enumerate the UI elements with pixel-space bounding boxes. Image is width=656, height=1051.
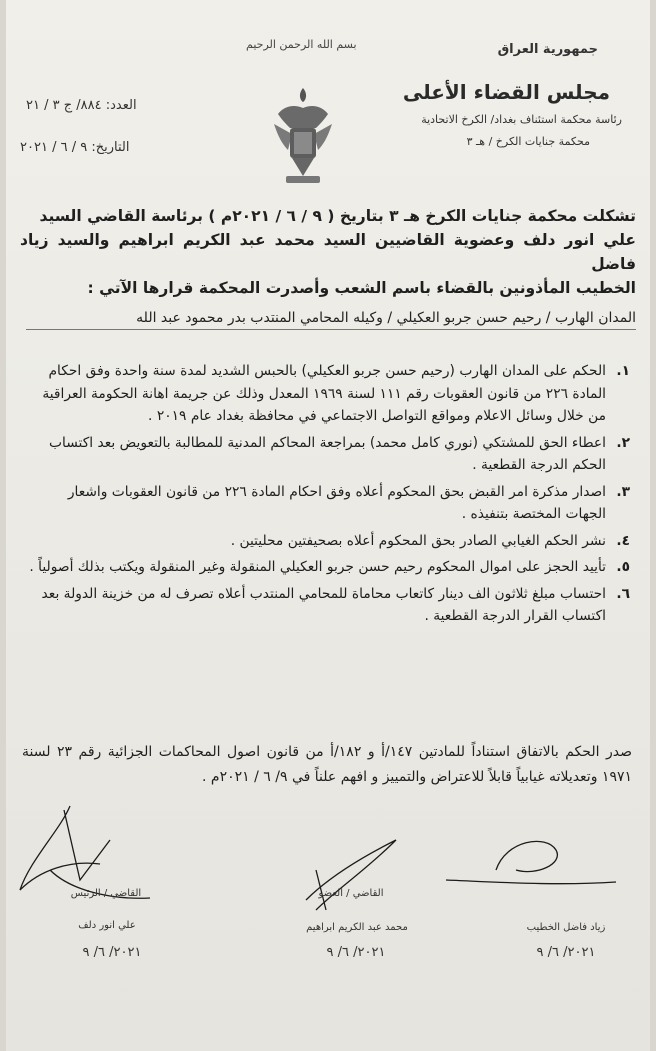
item-number: ٢. xyxy=(616,434,630,451)
basmala: بسم الله الرحمن الرحيم xyxy=(246,38,357,51)
item-number: ٣. xyxy=(616,483,630,500)
case-subject-line: المدان الهارب / رحيم حسن جربو العكيلي / وكيله المحامي المنتدب بدر محمود عبد الله xyxy=(26,310,636,330)
signature-name: محمد عبد الكريم ابراهيم xyxy=(306,922,408,933)
signature-date: ٢٠٢١/ ٦/ ٩ xyxy=(536,945,596,960)
paragraph-line: الخطيب المأذونين بالقضاء باسم الشعب وأصدرت المحكمة قرارها الآتي : xyxy=(87,279,636,297)
item-number: ٤. xyxy=(616,532,630,549)
item-text: تأييد الحجز على اموال المحكوم رحيم حسن جربو العكيلي المنقولة وغير المنقولة ويكتب بذلك أصولياً . xyxy=(29,559,606,575)
court-line: محكمة جنايات الكرخ / هـ ٣ xyxy=(466,135,590,148)
item-text: اعطاء الحق للمشتكي (نوري كامل محمد) بمراجعة المحاكم المدنية للمطالبة بالتعويض بعد اكتساب الحكم الدرجة القطعية . xyxy=(49,434,606,473)
signature-role: القاضي / العضو xyxy=(318,888,384,899)
signature-scribble-icon xyxy=(296,830,416,920)
verdict-items-list xyxy=(28,360,630,632)
court-decision-document xyxy=(6,0,650,1051)
list-item xyxy=(28,432,630,477)
item-number: ١. xyxy=(616,363,630,379)
list-item xyxy=(28,556,630,579)
list-item xyxy=(28,530,630,553)
list-item xyxy=(28,360,630,428)
document-date: التاريخ: ٩ / ٦ / ٢٠٢١ xyxy=(20,140,130,155)
paragraph-line: علي انور دلف وعضوية القاضيين السيد محمد عبد الكريم ابراهيم والسيد زياد فاضل xyxy=(20,231,636,273)
court-formation-paragraph xyxy=(20,204,636,300)
country-name: جمهورية العراق xyxy=(497,42,598,57)
signature-name: زياد فاضل الخطيب xyxy=(526,922,606,933)
item-number: ٦. xyxy=(616,585,630,602)
presidency-line: رئاسة محكمة استئناف بغداد/ الكرخ الاتحادية xyxy=(421,113,622,126)
list-item xyxy=(28,481,630,526)
closing-paragraph: صدر الحكم بالاتفاق استناداً للمادتين ١٤٧/أ و ١٨٢/أ من قانون اصول المحاكمات الجزائية رقم ٢٣ لسنة ١٩٧١ وتعديلاته غيابياً قابلاً للاعتراض والتمييز و افهم علناً في ٩/ ٦ / ٢٠٢١م . xyxy=(22,744,632,785)
item-text: اصدار مذكرة امر القبض بحق المحكوم أعلاه وفق احكام المادة ٢٢٦ من قانون العقوبات واشعار الجهات المختصة بتنفيذه . xyxy=(67,483,606,522)
item-number: ٥. xyxy=(616,559,630,575)
iraq-emblem-icon xyxy=(270,84,336,188)
signature-date: ٢٠٢١/ ٦/ ٩ xyxy=(82,945,142,960)
list-item xyxy=(28,583,630,628)
item-text: نشر الحكم الغيابي الصادر بحق المحكوم أعلاه بصحيفتين محليتين . xyxy=(230,532,606,549)
item-text: احتساب مبلغ ثلاثون الف دينار كاتعاب محاماة للمحامي المنتدب أعلاه تصرف له من خزينة الدولة بعد اكتساب القرار الدرجة القطعية . xyxy=(41,585,606,624)
item-text: الحكم على المدان الهارب (رحيم حسن جربو العكيلي) بالحبس الشديد لمدة سنة واحدة وفق احكام المادة ٢٢٦ من قانون العقوبات رقم ١١١ لسنة ١٩٦٩ المعدل وذلك عن جريمة اهانة الحكومة العراقية من خلال وسائل الاعلام ومواقع التواصل الاجتماعي في محافظة بغداد عام ٢٠١٩ . xyxy=(42,363,606,424)
council-title: مجلس القضاء الأعلى xyxy=(402,80,610,104)
signature-scribble-icon xyxy=(436,830,626,910)
document-number: العدد: ٨٨٤/ ج ٣ / ٢١ xyxy=(26,98,137,113)
paragraph-line: تشكلت محكمة جنايات الكرخ هـ ٣ بتاريخ ( ٩ / ٦ / ٢٠٢١م ) برئاسة القاضي السيد xyxy=(39,207,636,225)
signature-date: ٢٠٢١/ ٦/ ٩ xyxy=(326,945,386,960)
signature-name: علي انور دلف xyxy=(78,920,136,931)
signature-role: القاضي / الرئيس xyxy=(70,888,142,899)
